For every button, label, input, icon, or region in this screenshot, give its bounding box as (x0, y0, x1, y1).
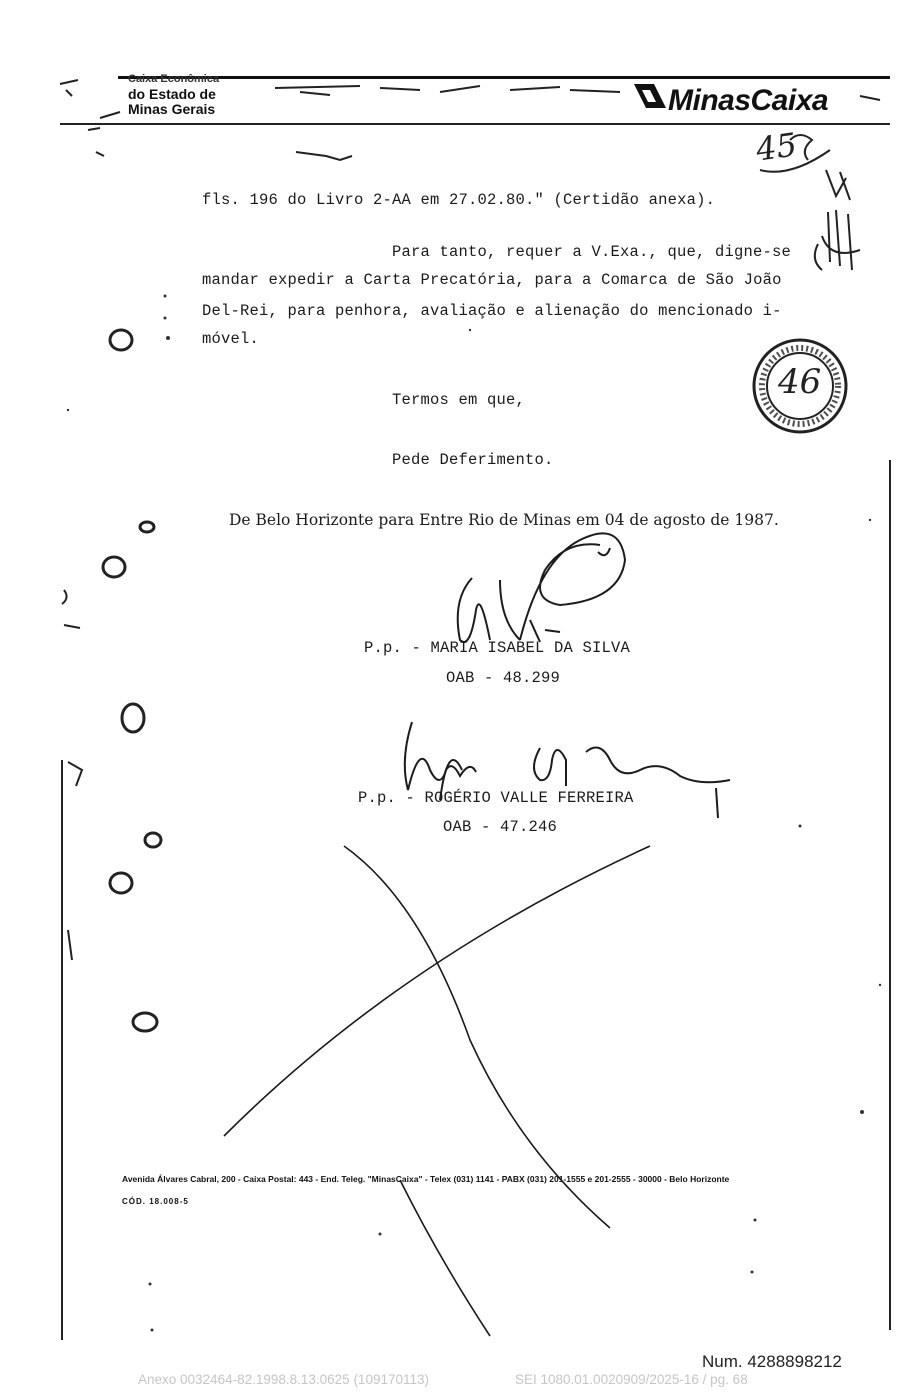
minascaixa-logo-icon (632, 80, 672, 112)
document-number: Num. 4288898212 (702, 1352, 842, 1371)
watermark-left: Anexo 0032464-82.1998.8.13.0625 (109170113) (138, 1372, 430, 1387)
footer-code: CÓD. 18.008-5 (122, 1197, 189, 1206)
signatory-2-name: P.p. - ROGÉRIO VALLE FERREIRA (358, 789, 634, 807)
signatory-1-name: P.p. - MARIA ISABEL DA SILVA (364, 639, 631, 657)
org-line-1: Caixa Econômica (128, 73, 220, 85)
stamp-number: 46 (778, 362, 822, 402)
folio-handwritten: 45 (753, 125, 800, 169)
place-and-date: De Belo Horizonte para Entre Rio de Minas em 04 de agosto de 1987. (229, 511, 779, 529)
body-line-4: Del-Rei, para penhora, avaliação e alienação do mencionado i- (202, 302, 782, 320)
letterhead-org-name (128, 72, 219, 117)
watermark-right: SEI 1080.01.0020909/2025-16 / pg. 68 (515, 1372, 748, 1387)
letterhead-bottom-rule (60, 123, 890, 125)
body-line-1: fls. 196 do Livro 2-AA em 27.02.80." (Certidão anexa). (202, 191, 716, 209)
closing-request: Pede Deferimento. (392, 451, 554, 469)
signature-maria-isabel (458, 533, 625, 642)
body-line-3: mandar expedir a Carta Precatória, para a Comarca de São João (202, 271, 782, 289)
hole-punch-marks (103, 330, 161, 1031)
org-line-2: do Estado de (128, 86, 216, 102)
org-line-3: Minas Gerais (128, 101, 216, 117)
brand-name: MinasCaixa (668, 84, 829, 117)
signatory-2-oab: OAB - 47.246 (443, 818, 558, 836)
body-line-5: móvel. (202, 330, 260, 348)
body-line-2: Para tanto, requer a V.Exa., que, digne-se (392, 243, 792, 261)
margin-marks (62, 460, 890, 1340)
signatory-1-oab: OAB - 48.299 (446, 669, 561, 687)
letterhead-top-rule (118, 76, 890, 79)
cancellation-cross (224, 846, 650, 1336)
closing-terms: Termos em que, (392, 391, 526, 409)
footer-address: Avenida Álvares Cabral, 200 - Caixa Postal: 443 - End. Teleg. "MinasCaixa" - Telex (031) 1141 - PABX (031) 201-1555 e 201-2555 - 30000 - Belo Horizonte (122, 1174, 730, 1184)
